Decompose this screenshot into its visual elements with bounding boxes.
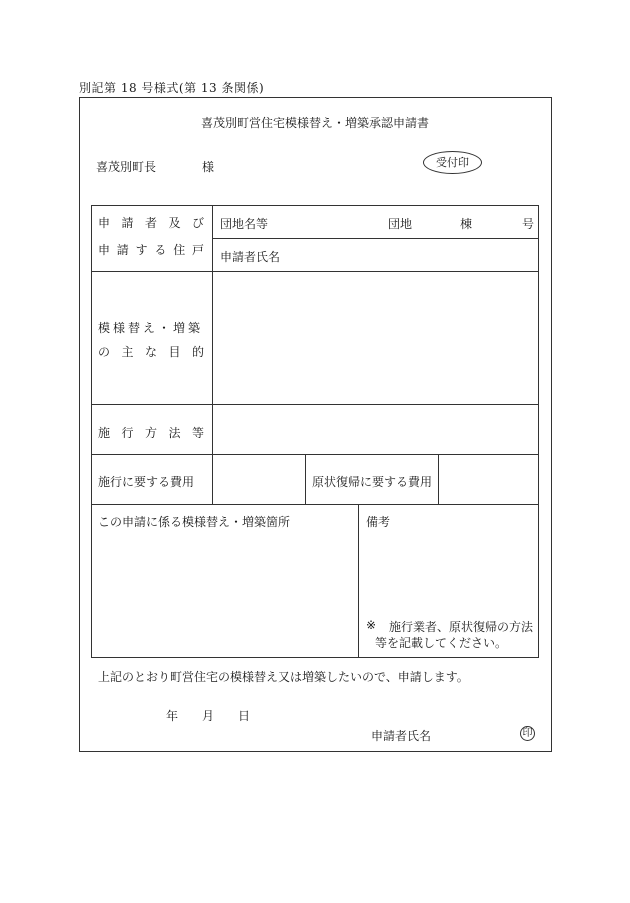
remarks-note-mark: ※ — [366, 618, 377, 632]
date-day-label: 日 — [238, 709, 251, 723]
form-title: 喜茂別町営住宅模様替え・増築承認申請書 — [200, 116, 429, 130]
cost-divider — [438, 454, 439, 504]
row-divider — [91, 271, 539, 272]
applicant-label-line2: 申 請 す る 住 戸 — [98, 243, 204, 257]
honorific: 様 — [202, 160, 215, 174]
remarks-note-line1: 施行業者、原状復帰の方法 — [389, 620, 534, 634]
purpose-label-line2: の 主 な 目 的 — [98, 345, 204, 359]
applicant-name-label: 申請者氏名 — [220, 250, 281, 264]
complex-label: 団地 — [388, 217, 413, 231]
location-label: この申請に係る模様替え・増築箇所 — [98, 515, 291, 529]
method-label: 施 行 方 法 等 — [98, 426, 204, 440]
restoration-cost-label: 原状復帰に要する費用 — [312, 475, 433, 489]
applicant-label-line1: 申 請 者 及 び — [98, 216, 204, 230]
declaration-text: 上記のとおり町営住宅の模様替え又は増築したいので、申請します。 — [98, 670, 469, 684]
date-month-label: 月 — [202, 709, 215, 723]
seal-mark: 印 — [520, 726, 535, 741]
reception-stamp-box: 受付印 — [423, 151, 482, 174]
signature-label: 申請者氏名 — [371, 729, 432, 743]
building-label: 棟 — [460, 217, 473, 231]
row-divider — [91, 454, 539, 455]
purpose-label-line1: 模様替え・増築 — [98, 321, 204, 335]
label-column-divider — [212, 205, 213, 504]
row-divider — [91, 404, 539, 405]
number-label: 号 — [522, 217, 535, 231]
row-divider — [212, 238, 539, 239]
form-number: 別記第 18 号様式(第 13 条関係) — [79, 81, 265, 95]
remarks-note-line2: 等を記載してください。 — [375, 636, 508, 650]
construction-cost-label: 施行に要する費用 — [98, 475, 195, 489]
date-year-label: 年 — [166, 709, 179, 723]
row-divider — [91, 504, 539, 505]
recipient: 喜茂別町長 — [96, 160, 157, 174]
remarks-divider — [358, 504, 359, 658]
remarks-label: 備考 — [366, 515, 391, 529]
complex-name-label: 団地名等 — [220, 217, 269, 231]
cost-divider — [305, 454, 306, 504]
